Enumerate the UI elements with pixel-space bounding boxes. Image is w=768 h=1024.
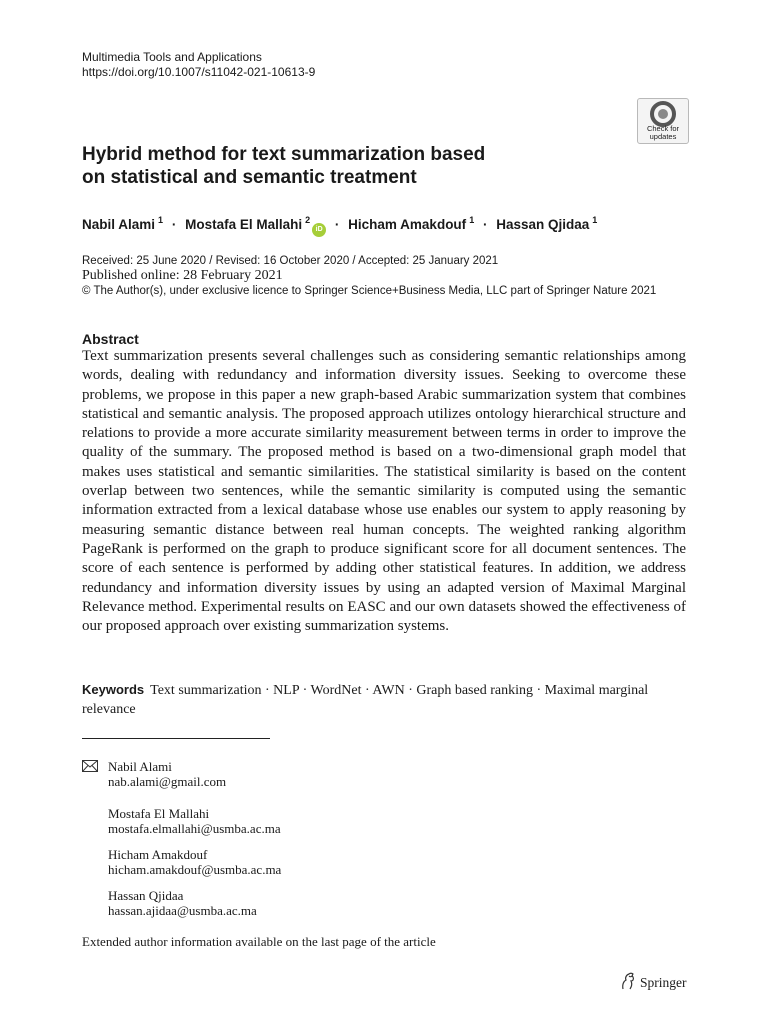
springer-horse-icon — [620, 972, 636, 990]
author-name[interactable]: Nabil Alami — [82, 217, 156, 232]
author-affiliation: 1 — [158, 215, 164, 225]
contact-name: Mostafa El Mallahi — [108, 806, 210, 821]
author-separator: · — [171, 217, 177, 232]
doi-link[interactable]: https://doi.org/10.1007/s11042-021-10613-9 — [82, 65, 316, 79]
envelope-icon — [82, 760, 98, 772]
orcid-icon[interactable]: iD — [312, 223, 326, 237]
author-affiliation: 1 — [469, 215, 475, 225]
author-separator: · — [334, 217, 340, 232]
contact-name: Hassan Qjidaa — [108, 888, 184, 903]
contact-email[interactable]: mostafa.elmallahi@usmba.ac.ma — [108, 821, 281, 836]
paper-title — [82, 143, 602, 189]
published-date: Published online: 28 February 2021 — [82, 268, 283, 283]
author-name[interactable]: Hicham Amakdouf — [348, 217, 467, 232]
contact-entry — [108, 806, 281, 836]
check-for-updates-badge[interactable] — [637, 98, 689, 144]
contact-email[interactable]: hassan.ajidaa@usmba.ac.ma — [108, 903, 257, 918]
contact-name: Nabil Alami — [108, 759, 172, 774]
publisher-name: Springer — [640, 975, 687, 990]
footnote-divider — [82, 738, 270, 739]
author-affiliation: 1 — [592, 215, 598, 225]
abstract-heading: Abstract — [82, 331, 139, 347]
journal-name: Multimedia Tools and Applications — [82, 50, 262, 64]
badge-line-2: updates — [649, 132, 677, 141]
contact-entry — [108, 888, 257, 918]
contact-email[interactable]: hicham.amakdouf@usmba.ac.ma — [108, 862, 282, 877]
author-list — [82, 211, 597, 237]
article-history: Received: 25 June 2020 / Revised: 16 October 2020 / Accepted: 25 January 2021 — [82, 255, 499, 267]
keywords-label: Keywords — [82, 682, 145, 697]
contact-entry — [108, 759, 226, 789]
copyright-notice: © The Author(s), under exclusive licence to Springer Science+Business Media, LLC part of Springer Nature 2021 — [82, 285, 657, 297]
keywords-text: Text summarization · NLP · WordNet · AWN · Graph based ranking · Maximal marginal relevance — [82, 683, 649, 717]
abstract-text: Text summarization presents several challenges such as considering semantic relationships among words, dealing with redundancy and information diversity issues. Seeking to overcome these problems, we propose in this paper a new graph-based Arabic summarization system that combines statistical and semantic analysis. The proposed approach utilizes ontology hierarchical structure and relations to provide a more accurate similarity measurement between terms in order to improve the quality of the summary. The proposed method is based on a two-dimensional graph model that makes uses statistical and semantic similarities. The statistical similarity is based on the content overlap between two sentences, while the semantic similarity is computed using the semantic information extracted from a lexical database whose use enables our system to apply reasoning by measuring semantic distance between real human concepts. The weighted ranking algorithm PageRank is performed on the graph to produce significant score for all document sentences. The score of each sentence is performed by adding other statistical features. In addition, we address redundancy and information diversity issues by using an adapted version of Maximal Marginal Relevance method. Experimental results on EASC and our own datasets showed the effectiveness of our proposed approach over existing summarization systems. — [82, 348, 686, 635]
badge-line-1: Check for — [646, 124, 680, 133]
keywords-block — [82, 680, 686, 719]
extended-author-note: Extended author information available on the last page of the article — [82, 934, 436, 949]
author-affiliation: 2 — [305, 215, 311, 225]
publisher-logo — [620, 972, 687, 992]
title-line-1: Hybrid method for text summarization based — [82, 144, 486, 165]
contact-entry — [108, 847, 281, 877]
author-separator: · — [482, 217, 488, 232]
contact-name: Hicham Amakdouf — [108, 847, 208, 862]
contact-email[interactable]: nab.alami@gmail.com — [108, 774, 227, 789]
author-name[interactable]: Hassan Qjidaa — [496, 217, 590, 232]
author-name[interactable]: Mostafa El Mallahi — [185, 217, 303, 232]
title-line-2: on statistical and semantic treatment — [82, 167, 417, 188]
